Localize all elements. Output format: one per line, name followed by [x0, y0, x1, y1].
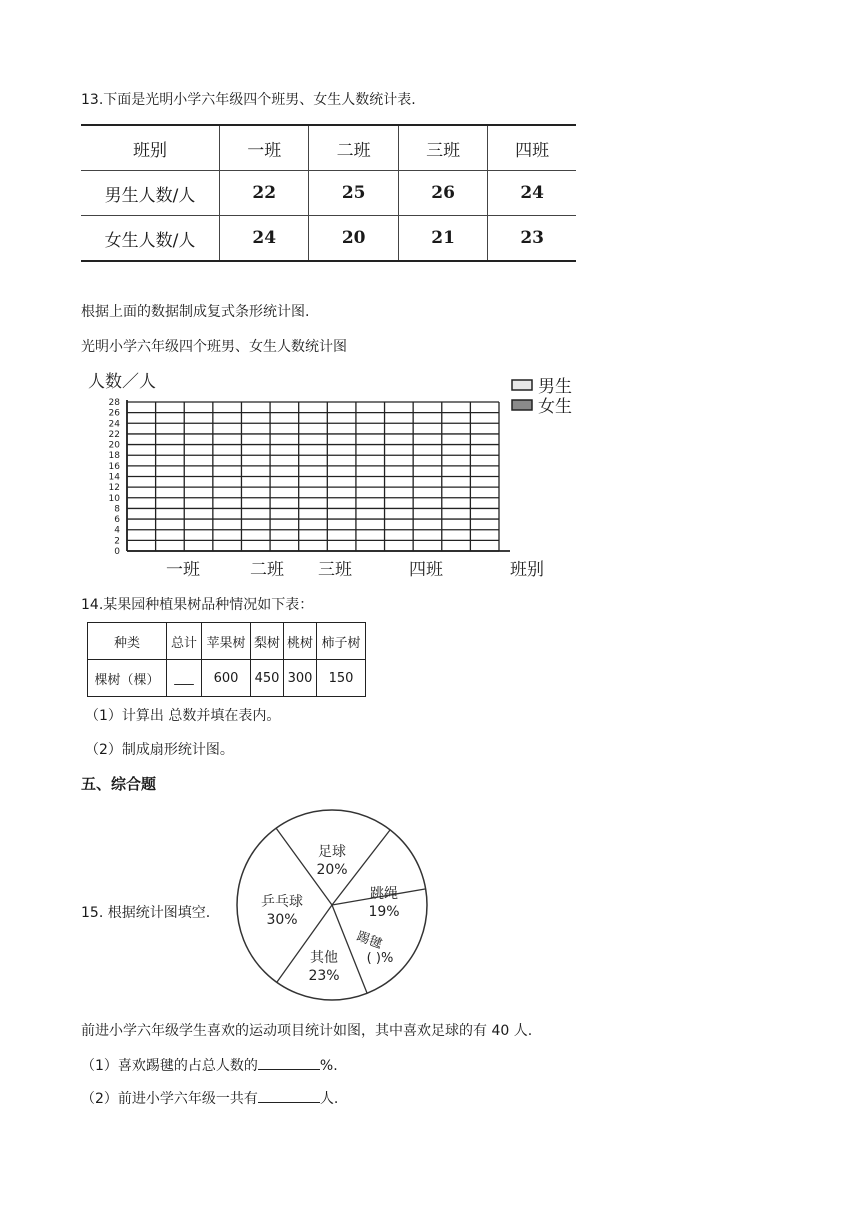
- pie-pct-jumprope: 19%: [368, 904, 400, 920]
- double-bar-chart: [80, 365, 590, 583]
- table-header-row: [88, 623, 366, 660]
- y-tick-label: 28: [108, 398, 120, 408]
- table-cell: 20: [309, 216, 398, 262]
- header-cell: 总计: [167, 623, 202, 660]
- y-tick-label: 22: [108, 429, 120, 440]
- header-cell: 柿子树: [317, 623, 366, 660]
- x-tick-label: 一班: [166, 560, 200, 580]
- pie-label-football: 足球: [318, 844, 346, 860]
- q15-sub1-suffix: %.: [319, 1058, 338, 1074]
- q15-sub1: [81, 1055, 338, 1075]
- section-heading: 五、综合题: [81, 775, 157, 793]
- pie-pct-football: 20%: [316, 862, 348, 878]
- table-row: [81, 216, 576, 262]
- legend-swatch-boys: [512, 380, 532, 390]
- class-gender-table: [81, 124, 576, 262]
- x-category-labels: [166, 560, 443, 580]
- pie-label-other: 其他: [310, 950, 338, 966]
- header-cell: 苹果树: [202, 623, 251, 660]
- table-cell: 600: [202, 660, 251, 697]
- y-tick-label: 14: [108, 472, 120, 483]
- pie-pct-pingpong: 30%: [266, 912, 298, 928]
- row-label: 女生人数/人: [81, 216, 220, 262]
- legend-label-boys: 男生: [538, 377, 572, 397]
- y-tick-label: 16: [108, 461, 120, 472]
- table-cell: 450: [251, 660, 284, 697]
- answer-blank-total[interactable]: [258, 1088, 320, 1103]
- q15-sub2-suffix: 人.: [319, 1091, 339, 1107]
- header-cell: 桃树: [284, 623, 317, 660]
- header-cell: 种类: [88, 623, 167, 660]
- x-tick-label: 三班: [318, 560, 352, 580]
- header-cell: 一班: [220, 125, 309, 171]
- q13-instruction: 根据上面的数据制成复式条形统计图.: [81, 304, 310, 320]
- header-cell: 梨树: [251, 623, 284, 660]
- legend-swatch-girls: [512, 400, 532, 410]
- chart-grid: [127, 400, 510, 551]
- legend: [512, 377, 572, 417]
- q15-title: 15. 根据统计图填空.: [81, 905, 211, 921]
- y-tick-label: 18: [108, 451, 120, 462]
- pie-label-jumprope: 跳绳: [370, 886, 398, 902]
- x-tick-label: 二班: [250, 560, 284, 580]
- table-cell: 24: [220, 216, 309, 262]
- y-tick-label: 8: [114, 504, 120, 515]
- q15-description: 前进小学六年级学生喜欢的运动项目统计如图，其中喜欢足球的有 40 人.: [81, 1023, 533, 1039]
- row-label: 棵树（棵）: [88, 660, 167, 697]
- table-cell: 150: [317, 660, 366, 697]
- table-cell: 300: [284, 660, 317, 697]
- chart-title: 光明小学六年级四个班男、女生人数统计图: [81, 339, 347, 355]
- y-tick-label: 26: [108, 408, 120, 419]
- table-row: [81, 171, 576, 216]
- pie-label-pingpong: 乒乓球: [261, 894, 303, 910]
- table-cell: 25: [309, 171, 398, 216]
- q13-title: 13.下面是光明小学六年级四个班男、女生人数统计表.: [81, 92, 416, 108]
- pie-label-shuttlecock: 踢毽: [354, 929, 384, 953]
- table-cell: 22: [220, 171, 309, 216]
- fruit-tree-table: [87, 622, 366, 697]
- q15-sub1-text: （1）喜欢踢毽的占总人数的: [81, 1058, 258, 1074]
- q14-sub2: （2）制成扇形统计图。: [85, 742, 234, 758]
- q15-sub2: [81, 1088, 338, 1108]
- x-tick-label: 四班: [409, 560, 443, 580]
- table-cell: 23: [488, 216, 576, 262]
- y-tick-label: 2: [114, 536, 120, 547]
- header-cell: 四班: [488, 125, 576, 171]
- y-tick-label: 20: [108, 440, 120, 451]
- y-tick-label: 0: [114, 547, 120, 557]
- y-tick-label: 24: [108, 419, 120, 430]
- pie-pct-shuttlecock: ( )%: [366, 951, 394, 966]
- pie-pct-other: 23%: [308, 968, 340, 984]
- header-cell: 班别: [133, 140, 167, 161]
- answer-blank-percent[interactable]: [258, 1055, 320, 1070]
- total-blank[interactable]: ___: [167, 660, 202, 697]
- q14-title: 14.某果园种植果树品种情况如下表：: [81, 597, 314, 613]
- q15-sub2-text: （2）前进小学六年级一共有: [81, 1091, 258, 1107]
- y-tick-label: 4: [114, 525, 120, 536]
- row-label: 男生人数/人: [81, 171, 220, 216]
- table-cell: 24: [488, 171, 576, 216]
- sports-pie-chart: [232, 804, 432, 1006]
- table-cell: 26: [398, 171, 487, 216]
- x-axis-label: 班别: [510, 560, 544, 580]
- header-cell: 三班: [398, 125, 487, 171]
- legend-label-girls: 女生: [538, 397, 572, 417]
- y-tick-label: 12: [108, 483, 120, 494]
- header-cell: 二班: [309, 125, 398, 171]
- y-tick-label: 6: [114, 515, 120, 526]
- table-row: [88, 660, 366, 697]
- table-header-row: [81, 125, 576, 171]
- table-cell: 21: [398, 216, 487, 262]
- y-tick-labels: [109, 398, 121, 557]
- y-axis-label: 人数／人: [88, 372, 156, 392]
- q14-sub1: （1）计算出 总数并填在表内。: [85, 708, 281, 724]
- y-tick-label: 10: [108, 493, 120, 504]
